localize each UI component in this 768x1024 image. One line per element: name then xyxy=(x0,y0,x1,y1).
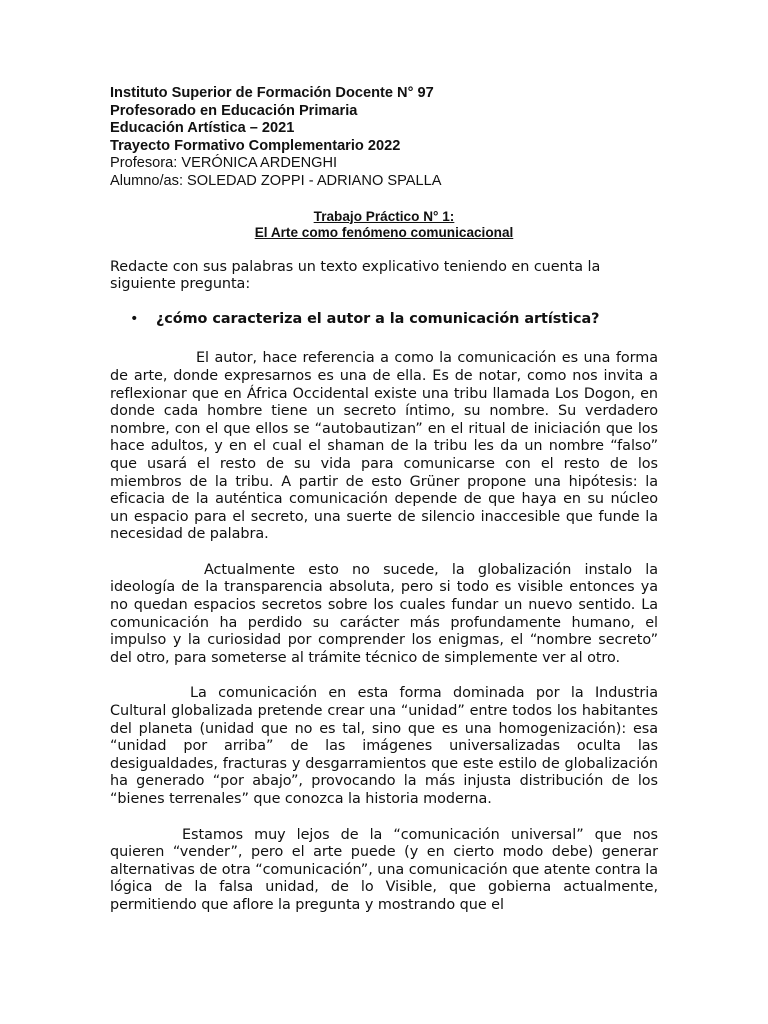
assignment-title xyxy=(110,209,658,241)
document-page xyxy=(110,85,658,915)
course-name: Educación Artística – 2021 xyxy=(110,120,295,137)
students-line: Alumno/as: SOLEDAD ZOPPI - ADRIANO SPALLA xyxy=(110,172,442,189)
question-text: ¿cómo caracteriza el autor a la comunicación artística? xyxy=(156,310,600,327)
document-header xyxy=(110,85,658,191)
assignment-topic: El Arte como fenómeno comunicacional xyxy=(254,224,514,240)
program-name: Profesorado en Educación Primaria xyxy=(110,102,358,119)
teacher-line: Profesora: VERÓNICA ARDENGHI xyxy=(110,155,338,172)
paragraph-1: El autor, hace referencia a como la comunicación es una forma de arte, donde expresarnos es una de ella. Es de notar, como nos invita a reflexionar que en África Occidental existe una tribu llamada Los Dogon, en donde cada hombre tiene un secreto íntimo, su nombre. Su verdadero nombre, con el que ellos se “autobautizan” en el ritual de iniciación que los hace adultos, y en el cual el shaman de la tribu les da un nombre “falso” que usará el resto de su vida para comunicarse con el resto de los miembros de la tribu. A partir de esto Grüner propone una hipótesis: la eficacia de la auténtica comunicación depende de que haya en su núcleo un espacio para el secreto, una suerte de silencio inaccesible que funde la necesidad de palabra. xyxy=(110,350,658,543)
institution-name: Instituto Superior de Formación Docente N° 97 xyxy=(110,85,434,101)
assignment-number: Trabajo Práctico N° 1: xyxy=(313,208,455,224)
paragraph-3: La comunicación en esta forma dominada por la Industria Cultural globalizada pretende crear una “unidad” entre todos los habitantes del planeta (unidad que no es tal, sino que es una homogenización): esa “unidad por arriba” de las imágenes universalizadas oculta las desigualdades, fracturas y desgarramientos que este estilo de globalización ha generado “por abajo”, provocando la más injusta distribución de los “bienes terrenales” que conozca la historia moderna. xyxy=(110,685,658,807)
instruction-text: Redacte con sus palabras un texto explicativo teniendo en cuenta la siguiente pregunta: xyxy=(110,258,601,293)
trajectory-name: Trayecto Formativo Complementario 2022 xyxy=(110,137,401,154)
question-bullet xyxy=(110,311,658,329)
bullet-icon: • xyxy=(130,310,139,327)
paragraph-4: Estamos muy lejos de la “comunicación universal” que nos quieren “vender”, pero el arte puede (y en cierto modo debe) generar alternativas de otra “comunicación”, una comunicación que atente contra la lógica de la falsa unidad, de lo Visible, que gobierna actualmente, permitiendo que aflore la pregunta y mostrando que el xyxy=(110,826,658,913)
paragraph-2: Actualmente esto no sucede, la globalización instalo la ideología de la transparencia absoluta, pero si todo es visible entonces ya no quedan espacios secretos sobre los cuales fundar un nuevo sentido. La comunicación ha perdido su carácter más profundamente humano, el impulso y la curiosidad por comprender los enigmas, el “nombre secreto” del otro, para someterse al trámite técnico de simplemente ver al otro. xyxy=(110,561,658,666)
